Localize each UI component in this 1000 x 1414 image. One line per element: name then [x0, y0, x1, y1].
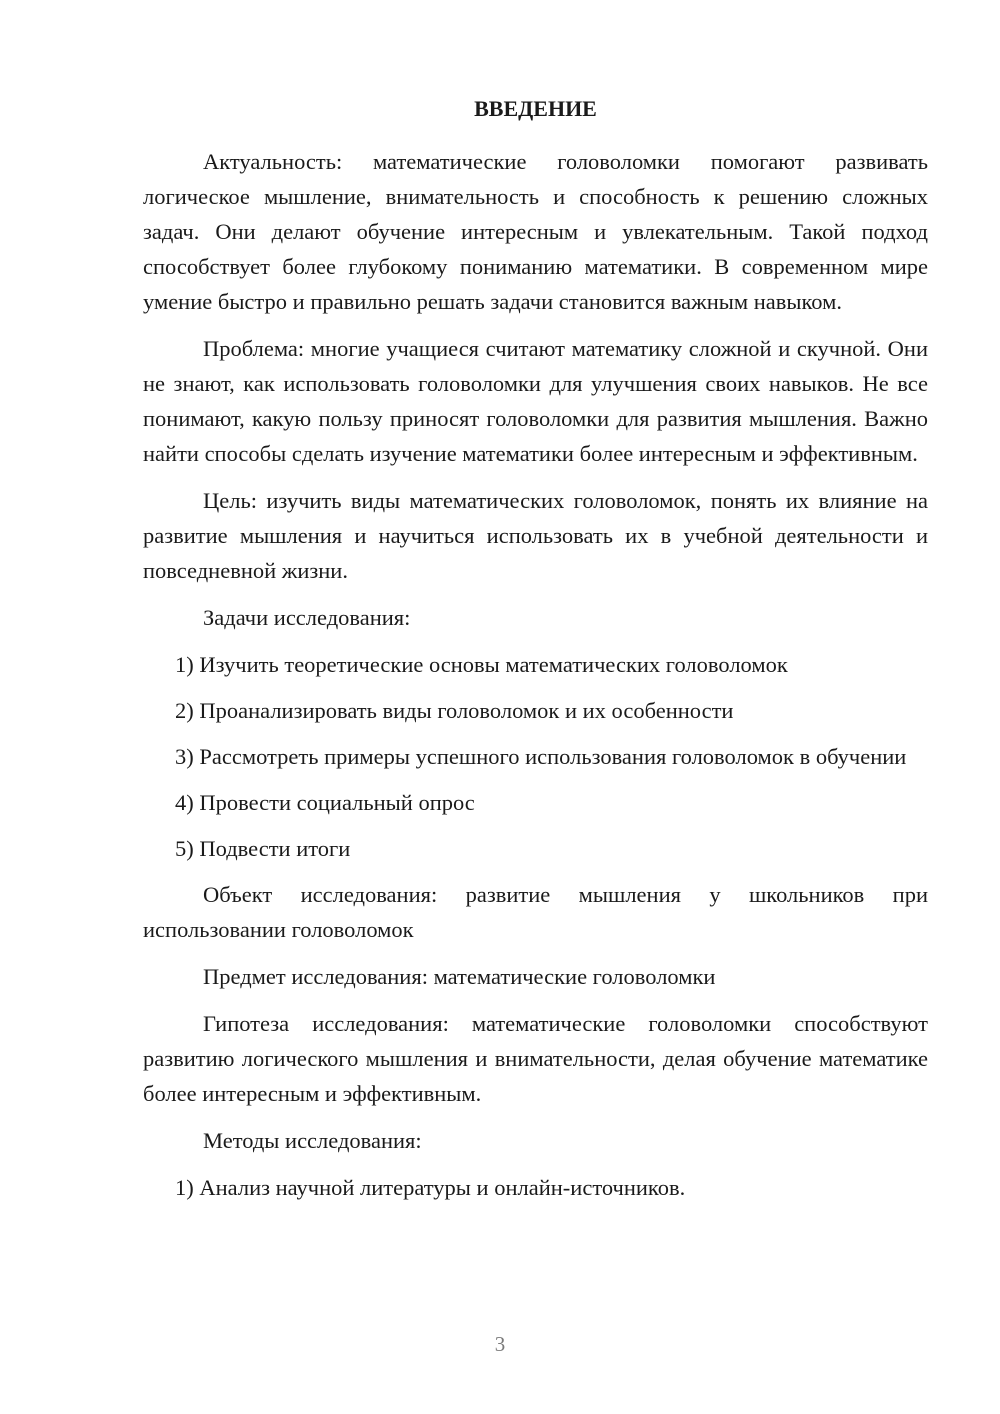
list-item: 1) Анализ научной литературы и онлайн-источников.: [175, 1175, 686, 1200]
page-title: ВВЕДЕНИЕ: [474, 96, 597, 121]
list-item: 1) Изучить теоретические основы математических головоломок: [175, 652, 788, 677]
relevance-paragraph: Актуальность: математические головоломки помогают развивать логическое мышление, внимательность и способность к решению сложных задач. Они делают обучение интересным и увлекательным. Такой подход способствует более глубокому пониманию математики. В современном мире умение быстро и правильно решать задачи становится важным навыком.: [143, 149, 928, 314]
hypothesis-paragraph: Гипотеза исследования: математические головоломки способствуют развитию логического мышления и внимательности, делая обучение математике более интересным и эффективным.: [143, 1011, 928, 1106]
object-paragraph: Объект исследования: развитие мышления у школьников при использовании головоломок: [143, 882, 928, 942]
methods-heading: Методы исследования:: [203, 1128, 422, 1153]
problem-paragraph: Проблема: многие учащиеся считают математику сложной и скучной. Они не знают, как использовать головоломки для улучшения своих навыков. Не все понимают, какую пользу приносят головоломки для развития мышления. Важно найти способы сделать изучение математики более интересным и эффективным.: [143, 336, 928, 466]
document-page: [143, 94, 928, 1216]
tasks-list: [143, 647, 928, 866]
list-item: 4) Провести социальный опрос: [175, 790, 475, 815]
page-number: 3: [494, 1332, 506, 1356]
list-item: 2) Проанализировать виды головоломок и их особенности: [175, 698, 734, 723]
list-item: 3) Рассмотреть примеры успешного использования головоломок в обучении: [175, 744, 907, 769]
subject-paragraph: Предмет исследования: математические головоломки: [203, 964, 716, 989]
methods-list: [143, 1170, 928, 1205]
tasks-heading: Задачи исследования:: [203, 605, 411, 630]
list-item: 5) Подвести итоги: [175, 836, 351, 861]
goal-paragraph: Цель: изучить виды математических головоломок, понять их влияние на развитие мышления и научиться использовать их в учебной деятельности и повседневной жизни.: [143, 488, 928, 583]
